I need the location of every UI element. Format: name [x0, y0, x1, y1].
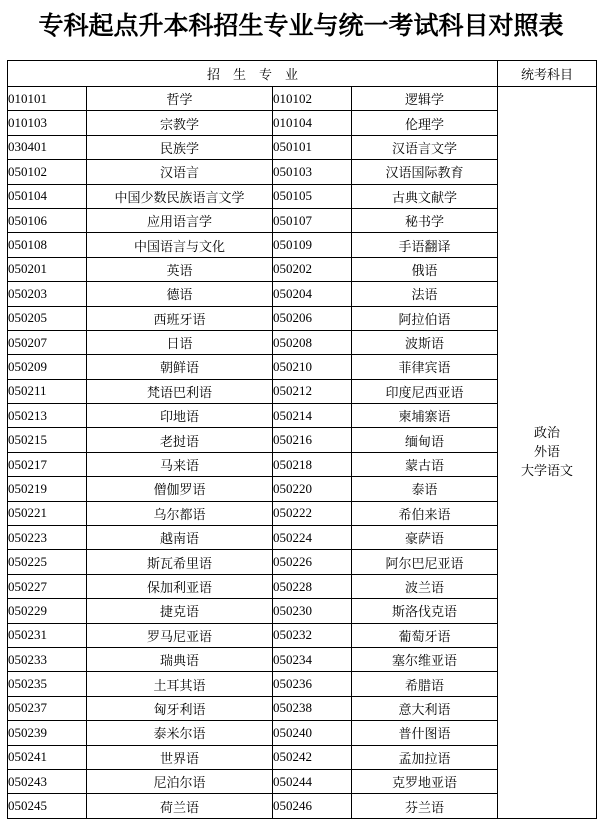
major-name-cell: 土耳其语: [87, 672, 273, 696]
major-name-cell: 保加利亚语: [87, 574, 273, 598]
major-name-cell: 逻辑学: [352, 87, 498, 111]
major-code-cell: 050107: [273, 208, 352, 232]
major-name-cell: 希伯来语: [352, 501, 498, 525]
major-name-cell: 斯洛伐克语: [352, 599, 498, 623]
major-name-cell: 世界语: [87, 745, 273, 769]
major-name-cell: 普什图语: [352, 721, 498, 745]
major-code-cell: 050211: [8, 379, 87, 403]
major-name-cell: 汉语言: [87, 160, 273, 184]
major-code-cell: 050244: [273, 769, 352, 793]
major-name-cell: 波斯语: [352, 330, 498, 354]
major-code-cell: 050237: [8, 696, 87, 720]
major-code-cell: 050204: [273, 282, 352, 306]
major-name-cell: 日语: [87, 330, 273, 354]
major-code-cell: 050232: [273, 623, 352, 647]
table-row: [8, 87, 597, 111]
major-code-cell: 050106: [8, 208, 87, 232]
major-code-cell: 010101: [8, 87, 87, 111]
major-code-cell: 050205: [8, 306, 87, 330]
major-code-cell: 050102: [8, 160, 87, 184]
major-name-cell: 印度尼西亚语: [352, 379, 498, 403]
header-majors: 招 生 专 业: [8, 61, 498, 87]
major-name-cell: 蒙古语: [352, 452, 498, 476]
major-name-cell: 葡萄牙语: [352, 623, 498, 647]
major-name-cell: 匈牙利语: [87, 696, 273, 720]
major-name-cell: 梵语巴利语: [87, 379, 273, 403]
major-code-cell: 050239: [8, 721, 87, 745]
major-code-cell: 050216: [273, 428, 352, 452]
major-name-cell: 泰语: [352, 477, 498, 501]
major-name-cell: 越南语: [87, 526, 273, 550]
major-code-cell: 050241: [8, 745, 87, 769]
major-name-cell: 宗教学: [87, 111, 273, 135]
major-code-cell: 050209: [8, 355, 87, 379]
major-name-cell: 英语: [87, 257, 273, 281]
major-name-cell: 捷克语: [87, 599, 273, 623]
major-code-cell: 050108: [8, 233, 87, 257]
major-name-cell: 民族学: [87, 135, 273, 159]
major-code-cell: 050223: [8, 526, 87, 550]
major-code-cell: 050236: [273, 672, 352, 696]
major-name-cell: 菲律宾语: [352, 355, 498, 379]
major-code-cell: 050235: [8, 672, 87, 696]
major-name-cell: 瑞典语: [87, 647, 273, 671]
major-code-cell: 050231: [8, 623, 87, 647]
major-name-cell: 中国语言与文化: [87, 233, 273, 257]
major-code-cell: 050246: [273, 794, 352, 818]
major-name-cell: 中国少数民族语言文学: [87, 184, 273, 208]
major-name-cell: 泰米尔语: [87, 721, 273, 745]
major-name-cell: 朝鲜语: [87, 355, 273, 379]
major-name-cell: 德语: [87, 282, 273, 306]
major-code-cell: 050229: [8, 599, 87, 623]
header-exam-subjects: 统考科目: [498, 61, 597, 87]
major-name-cell: 汉语言文学: [352, 135, 498, 159]
major-name-cell: 豪萨语: [352, 526, 498, 550]
major-code-cell: 050101: [273, 135, 352, 159]
major-name-cell: 孟加拉语: [352, 745, 498, 769]
major-name-cell: 希腊语: [352, 672, 498, 696]
major-name-cell: 秘书学: [352, 208, 498, 232]
major-code-cell: 010103: [8, 111, 87, 135]
major-code-cell: 050104: [8, 184, 87, 208]
major-name-cell: 手语翻译: [352, 233, 498, 257]
major-name-cell: 汉语国际教育: [352, 160, 498, 184]
major-name-cell: 荷兰语: [87, 794, 273, 818]
major-code-cell: 050243: [8, 769, 87, 793]
major-name-cell: 应用语言学: [87, 208, 273, 232]
major-name-cell: 西班牙语: [87, 306, 273, 330]
major-name-cell: 罗马尼亚语: [87, 623, 273, 647]
major-name-cell: 斯瓦希里语: [87, 550, 273, 574]
major-code-cell: 050245: [8, 794, 87, 818]
exam-subject-item: 外语: [534, 444, 561, 460]
major-code-cell: 050222: [273, 501, 352, 525]
exam-subjects-cell: [498, 87, 597, 819]
exam-subject-item: 大学语文: [521, 463, 574, 479]
major-code-cell: 050206: [273, 306, 352, 330]
major-code-cell: 050240: [273, 721, 352, 745]
major-name-cell: 古典文献学: [352, 184, 498, 208]
major-name-cell: 僧伽罗语: [87, 477, 273, 501]
major-code-cell: 050217: [8, 452, 87, 476]
major-code-cell: 050242: [273, 745, 352, 769]
major-code-cell: 010104: [273, 111, 352, 135]
page-title: 专科起点升本科招生专业与统一考试科目对照表: [38, 11, 564, 40]
major-name-cell: 意大利语: [352, 696, 498, 720]
major-name-cell: 缅甸语: [352, 428, 498, 452]
major-code-cell: 050227: [8, 574, 87, 598]
major-code-cell: 050201: [8, 257, 87, 281]
major-name-cell: 柬埔寨语: [352, 404, 498, 428]
major-code-cell: 050224: [273, 526, 352, 550]
major-code-cell: 030401: [8, 135, 87, 159]
major-code-cell: 050208: [273, 330, 352, 354]
major-code-cell: 050225: [8, 550, 87, 574]
major-code-cell: 050215: [8, 428, 87, 452]
major-code-cell: 050221: [8, 501, 87, 525]
major-code-cell: 010102: [273, 87, 352, 111]
major-name-cell: 伦理学: [352, 111, 498, 135]
major-code-cell: 050218: [273, 452, 352, 476]
major-code-cell: 050219: [8, 477, 87, 501]
major-name-cell: 阿尔巴尼亚语: [352, 550, 498, 574]
major-name-cell: 马来语: [87, 452, 273, 476]
major-name-cell: 俄语: [352, 257, 498, 281]
major-code-cell: 050109: [273, 233, 352, 257]
major-code-cell: 050228: [273, 574, 352, 598]
major-name-cell: 阿拉伯语: [352, 306, 498, 330]
major-name-cell: 波兰语: [352, 574, 498, 598]
major-subject-table: [7, 60, 597, 819]
major-name-cell: 乌尔都语: [87, 501, 273, 525]
major-code-cell: 050210: [273, 355, 352, 379]
major-code-cell: 050220: [273, 477, 352, 501]
major-code-cell: 050226: [273, 550, 352, 574]
major-code-cell: 050103: [273, 160, 352, 184]
major-code-cell: 050230: [273, 599, 352, 623]
major-name-cell: 芬兰语: [352, 794, 498, 818]
major-code-cell: 050212: [273, 379, 352, 403]
major-name-cell: 塞尔维亚语: [352, 647, 498, 671]
major-code-cell: 050105: [273, 184, 352, 208]
major-code-cell: 050234: [273, 647, 352, 671]
major-code-cell: 050233: [8, 647, 87, 671]
major-name-cell: 法语: [352, 282, 498, 306]
major-name-cell: 印地语: [87, 404, 273, 428]
major-code-cell: 050203: [8, 282, 87, 306]
major-code-cell: 050214: [273, 404, 352, 428]
major-name-cell: 克罗地亚语: [352, 769, 498, 793]
major-code-cell: 050202: [273, 257, 352, 281]
major-name-cell: 尼泊尔语: [87, 769, 273, 793]
major-name-cell: 老挝语: [87, 428, 273, 452]
major-code-cell: 050207: [8, 330, 87, 354]
table-header-row: [8, 61, 597, 87]
exam-subject-item: 政治: [534, 425, 561, 441]
major-code-cell: 050238: [273, 696, 352, 720]
major-name-cell: 哲学: [87, 87, 273, 111]
major-code-cell: 050213: [8, 404, 87, 428]
